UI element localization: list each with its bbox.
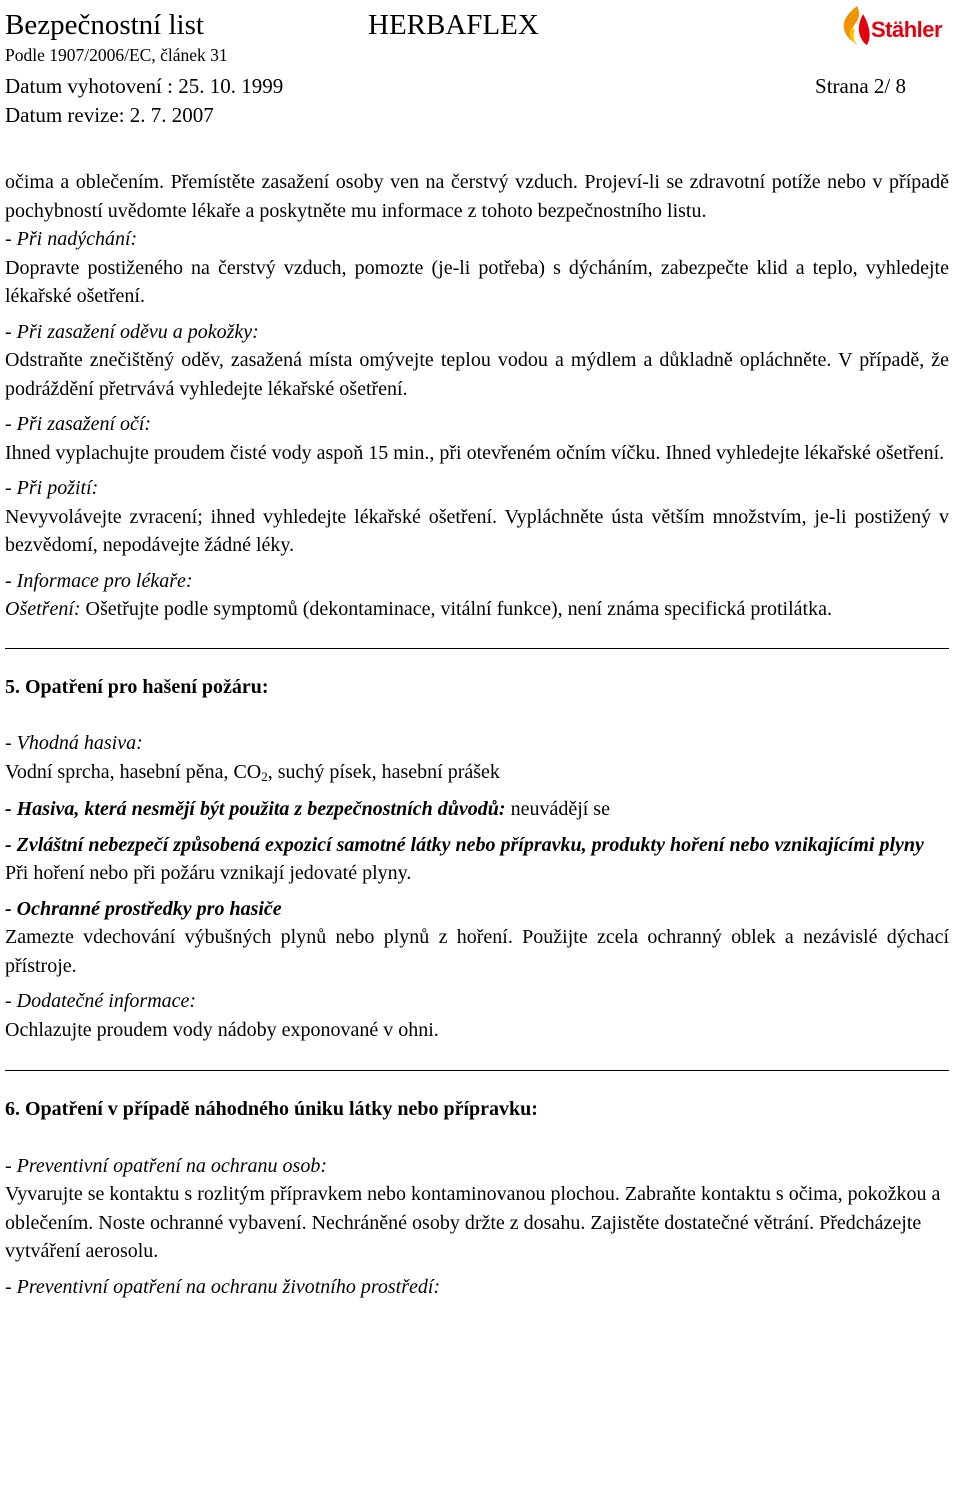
issue-date: Datum vyhotovení : 25. 10. 1999 [5,74,284,98]
first-aid-intro: očima a oblečením. Přemístěte zasažení osoby ven na čerstvý vzduch. Projeví-li se zdravotní potíže nebo v případě pochybností uvědomte lékaře a poskytněte mu informace z tohoto bezpečnostního listu. [5,171,949,222]
document-page [5,0,949,1298]
unsuitable-media-label: - Hasiva, která nesmějí být použita z bezpečnostních důvodů: [5,798,506,820]
eyes-label: - Při zasažení očí: [5,413,152,435]
document-title: Bezpečnostní list [5,9,204,41]
regulation-reference: Podle 1907/2006/EC, článek 31 [5,45,228,65]
revision-date: Datum revize: 2. 7. 2007 [5,103,214,127]
personal-precautions-text: Vyvarujte se kontaktu s rozlitým přípravkem nebo kontaminovanou plochou. Zabraňte kontaktu s očima, pokožkou a oblečením. Noste ochranné vybavení. Nechráněné osoby držte z dosahu. Zajistěte dostatečné větrání. Předcházejte vytváření aerosolu. [5,1183,941,1262]
personal-precautions-label: - Preventivní opatření na ochranu osob: [5,1154,327,1177]
document-header [5,0,949,132]
inhalation-label: - Při nadýchání: [5,228,138,250]
section6-title: 6. Opatření v případě náhodného úniku látky nebo přípravku: [5,1098,538,1120]
ingestion-text: Nevyvolávejte zvracení; ihned vyhledejte lékařské ošetření. Vypláchněte ústa větším množstvím, je-li postižený v bezvědomí, nepodávejte žádné léky. [5,505,949,556]
treatment-paragraph [5,595,949,624]
suitable-media-label: - Vhodná hasiva: [5,732,143,754]
environmental-precautions-label: - Preventivní opatření na ochranu životního prostředí: [5,1275,441,1298]
inhalation-text: Dopravte postiženého na čerstvý vzduch, pomozte (je-li potřeba) s dýcháním, zabezpečte klid a teplo, vyhledejte lékařské ošetření. [5,256,949,307]
page-number: Strana 2/ 8 [815,74,906,98]
suitable-media-subscript: 2 [261,768,268,784]
flame-icon [837,4,875,48]
eyes-text: Ihned vyplachujte proudem čisté vody aspoň 15 min., při otevřeném očním víčku. Ihned vyhledejte lékařské ošetření. [5,441,945,464]
product-name: HERBAFLEX [368,9,539,41]
document-body [5,168,949,1301]
suitable-media-text [5,758,949,789]
treatment-label: Ošetření: [5,598,81,620]
section5-title: 5. Opatření pro hašení požáru: [5,675,269,698]
logo-text: Stähler [871,17,943,42]
additional-info-label: - Dodatečné informace: [5,990,197,1012]
skin-text: Odstraňte znečištěný oděv, zasažená místa omývejte teplou vodou a mýdlem a důkladně opláchněte. V případě, že podráždění přetrvává vyhledejte lékařské ošetření. [5,349,949,400]
suitable-media-text-a: Vodní sprcha, hasební pěna, CO [5,760,262,783]
suitable-media-text-b: , suchý písek, hasební prášek [267,760,500,783]
special-hazard-text: Při hoření nebo při požáru vznikají jedovaté plyny. [5,862,412,884]
ingestion-label: - Při požití: [5,477,99,499]
stahler-logo [837,4,957,48]
firefighter-protection-text: Zamezte vdechování výbušných plynů nebo plynů z hoření. Použijte zcela ochranný oblek a nezávislé dýchací přístroje. [5,926,949,977]
unsuitable-media-text: neuvádějí se [505,798,610,820]
unsuitable-media-paragraph [5,795,949,824]
treatment-text: Ošetřujte podle symptomů (dekontaminace, vitální funkce), není známa specifická protilátka. [80,598,832,620]
firefighter-protection-label: - Ochranné prostředky pro hasiče [5,897,282,920]
skin-label: - Při zasažení oděvu a pokožky: [5,320,259,343]
special-hazard-label: - Zvláštní nebezpečí způsobená expozicí samotné látky nebo přípravku, produkty hoření nebo vznikajícími plyny [5,833,924,856]
doctor-info-label: - Informace pro lékaře: [5,569,193,592]
additional-info-text: Ochlazujte proudem vody nádoby exponované v ohni. [5,1018,439,1041]
